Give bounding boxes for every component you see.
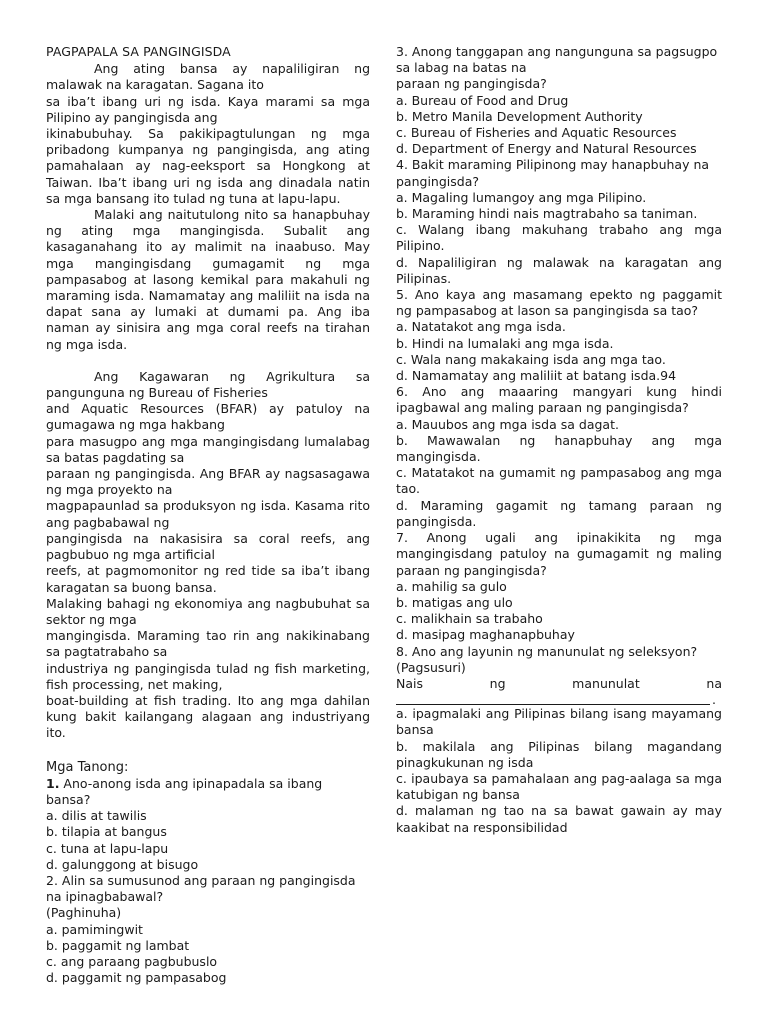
passage-line: maraming isda. Namamatay ang maliliit na isda na [46, 288, 370, 304]
answer-blank-line[interactable] [396, 691, 716, 707]
question-item [46, 776, 370, 873]
question-stem: ipagbawal ang maling paraan ng pangingisda? [396, 400, 689, 416]
passage-line: dapat sana ay lumaki at dumami pa. Ang iba [46, 304, 370, 320]
passage-line: sa mga bansang ito tulad ng tuna at lapu-lapu. [46, 190, 341, 206]
passage-line: Taiwan. Iba’t ibang uri ng isda ang dinadala natin [46, 174, 370, 190]
question-item [396, 384, 722, 530]
answer-choice: b. makilala ang Pilipinas bilang magandang [396, 738, 722, 754]
questions-heading: Mga Tanong: [46, 759, 129, 775]
answer-choice: d. Maraming gagamit ng tamang paraan ng [396, 497, 722, 513]
answer-choice: b. Hindi na lumalaki ang mga isda. [396, 335, 614, 351]
paragraph-gap [46, 353, 370, 369]
passage-line: Pilipino ay pangingisda ang [46, 109, 218, 125]
answer-choice: d. Department of Energy and Natural Resources [396, 141, 697, 157]
passage-paragraph-3 [46, 369, 370, 742]
passage-paragraph-2 [46, 207, 370, 353]
passage-line: ikinabubuhay. Sa pakikipagtulungan ng mga [46, 126, 370, 142]
passage-line: pamahalaan ay nag-eeksport sa Hongkong at [46, 158, 370, 174]
question-stem: paraan ng pangingisda? [396, 562, 547, 578]
answer-choice: pangingisda. [396, 513, 477, 529]
answer-choice: d. paggamit ng pampasabog [46, 970, 227, 986]
passage-line: sa pagtatrabaho sa [46, 644, 168, 660]
question-stem [46, 873, 370, 889]
left-questions [46, 776, 370, 987]
right-column [396, 44, 722, 836]
question-stem-text: Alin sa sumusunod ang paraan ng pangingisda [57, 872, 356, 888]
answer-choice: d. malaman ng tao na sa bawat gawain ay may [396, 803, 722, 819]
answer-choice: c. malikhain sa trabaho [396, 611, 543, 627]
answer-choice: c. ang paraang pagbubuslo [46, 953, 218, 969]
passage-line: gumagawa ng mga hakbang [46, 417, 225, 433]
passage-line: sa iba’t ibang uri ng isda. Kaya marami sa mga [46, 93, 370, 109]
document-title: PAGPAPALA SA PANGINGISDA [46, 44, 231, 59]
passage-line: ng mga proyekto na [46, 482, 173, 498]
question-stem [46, 776, 370, 808]
answer-choice: b. Mawawalan ng hanapbuhay ang mga [396, 432, 722, 448]
answer-choice: a. pamimingwit [46, 921, 143, 937]
answer-choice: bansa [396, 722, 434, 738]
question-stem: 4. Bakit maraming Pilipinong may hanapbuhay na [396, 157, 710, 173]
question-item [46, 873, 370, 986]
passage-line: pribadong kumpanya ng pangingisda, ang ating [46, 142, 370, 158]
answer-choice: a. Mauubos ang mga isda sa dagat. [396, 416, 619, 432]
left-column [46, 44, 370, 986]
passage-line: ng ating mga mangingisda. Subalit ang [46, 223, 370, 239]
question-stem: (Pagsusuri) [396, 659, 466, 675]
passage-line: pampasabog at lasong kemikal para makahuli ng [46, 271, 370, 287]
answer-choice: d. Namamatay ang maliliit at batang isda.94 [396, 368, 677, 384]
question-item [396, 644, 722, 836]
answer-choice: mangingisda. [396, 449, 481, 465]
answer-choice: a. dilis at tawilis [46, 808, 147, 824]
answer-choice: tao. [396, 481, 420, 497]
answer-choice: c. Matatakot na gumamit ng pampasabog ang mga [396, 465, 722, 481]
passage-line: pangingisda na nakasisira sa coral reefs, ang [46, 530, 370, 546]
answer-choice: c. Walang ibang makuhang trabaho ang mga [396, 222, 722, 238]
question-stem: 6. Ano ang maaaring mangyari kung hindi [396, 384, 722, 400]
question-item [396, 44, 722, 157]
passage-line: and Aquatic Resources (BFAR) ay patuloy na [46, 401, 370, 417]
passage-line: naman ay sinisira ang mga coral reefs na tirahan [46, 320, 370, 336]
question-item [396, 530, 722, 643]
question-stem: 7. Anong ugali ang ipinakikita ng mga [396, 530, 722, 546]
section-gap [46, 742, 370, 752]
answer-choice: d. galunggong at bisugo [46, 856, 199, 872]
question-stem-text: Ano-anong isda ang ipinapadala sa ibang bansa? [46, 775, 323, 807]
passage-line: fish processing, net making, [46, 676, 223, 692]
question-stem: na ipinagbabawal? [46, 889, 164, 905]
passage-line: pangunguna ng Bureau of Fisheries [46, 385, 268, 401]
passage-line: ng mga isda. [46, 336, 128, 352]
passage-line: karagatan sa buong bansa. [46, 579, 217, 595]
answer-choice: b. Metro Manila Development Authority [396, 108, 643, 124]
answer-choice: a. Magaling lumangoy ang mga Pilipino. [396, 189, 647, 205]
answer-choice: pinagkukunan ng isda [396, 754, 534, 770]
passage-line: mangingisda. Maraming tao rin ang nakikinabang [46, 628, 370, 644]
blank-end-period: . [712, 691, 716, 707]
answer-choice: a. Bureau of Food and Drug [396, 92, 569, 108]
passage-line: para masugpo ang mga mangingisdang lumalabag [46, 433, 370, 449]
passage-line: pagbubuo ng mga artificial [46, 547, 215, 563]
answer-choice: katubigan ng bansa [396, 787, 520, 803]
passage-line: ito. [46, 725, 66, 741]
passage-line: kasaganahang ito ay malimit na inaabuso. May [46, 239, 370, 255]
question-item [396, 157, 722, 287]
question-number: 1. [46, 775, 60, 791]
answer-choice: c. tuna at lapu-lapu [46, 840, 169, 856]
question-stem: paraan ng pangingisda? [396, 76, 547, 92]
question-stem: mangingisdang patuloy na gumagamit ng maling [396, 546, 722, 562]
answer-choice: c. Wala nang makakaing isda ang mga tao. [396, 351, 666, 367]
answer-choice: a. ipagmalaki ang Pilipinas bilang isang mayamang [396, 706, 722, 722]
answer-choice: kaakibat na responsibilidad [396, 819, 568, 835]
answer-choice: b. tilapia at bangus [46, 824, 167, 840]
question-stem: pangingisda? [396, 173, 479, 189]
passage-line: boat-building at fish trading. Ito ang mga dahilan [46, 692, 370, 708]
passage-line: kung bakit kailangang alagaan ang industriyang [46, 709, 370, 725]
question-stem: 3. Anong tanggapan ang nangunguna sa pagsugpo [396, 44, 718, 59]
answer-choice: d. Napaliligiran ng malawak na karagatan ang [396, 254, 722, 270]
passage-line: paraan ng pangingisda. Ang BFAR ay nagsasagawa [46, 466, 370, 482]
question-number: 2. [46, 872, 58, 888]
answer-choice: b. Maraming hindi nais magtrabaho sa taniman. [396, 206, 698, 222]
answer-choice: b. matigas ang ulo [396, 594, 513, 610]
answer-choice: c. ipaubaya sa pamahalaan ang pag-aalaga sa mga [396, 770, 722, 786]
answer-choice: b. paggamit ng lambat [46, 937, 190, 953]
question-stem: 8. Ano ang layunin ng manunulat ng seleksyon? [396, 643, 698, 659]
question-stem: sa labag na batas na [396, 60, 527, 76]
passage-line: reefs, at pagmomonitor ng red tide sa iba’t ibang [46, 563, 370, 579]
passage-line: Malaki ang naitutulong nito sa hanapbuhay [94, 207, 370, 223]
passage-line: mga mangingisdang gumagamit ng mga [46, 255, 370, 271]
passage-line: ang pagbabawal ng [46, 514, 170, 530]
answer-choice: Pilipinas. [396, 270, 452, 286]
answer-choice: Pilipino. [396, 238, 445, 254]
passage-line: industriya ng pangingisda tulad ng fish marketing, [46, 660, 370, 676]
passage-line: Ang ating bansa ay napaliligiran ng [94, 61, 370, 77]
question-stem: (Paghinuha) [46, 905, 122, 921]
question-stem: ng pampasabog at lason sa pangingisda sa tao? [396, 303, 699, 319]
passage-paragraph-1 [46, 61, 370, 207]
question-stem: 5. Ano kaya ang masamang epekto ng paggamit [396, 287, 722, 303]
answer-choice: c. Bureau of Fisheries and Aquatic Resources [396, 125, 677, 141]
passage-line: magpapaunlad sa produksyon ng isda. Kasama rito [46, 498, 370, 514]
answer-choice: a. mahilig sa gulo [396, 578, 507, 594]
passage-line: Malaking bahagi ng ekonomiya ang nagbubuhat sa [46, 595, 370, 611]
question-item [396, 287, 722, 384]
answer-choice: a. Natatakot ang mga isda. [396, 319, 566, 335]
passage-line: malawak na karagatan. Sagana ito [46, 77, 264, 93]
question-stem: Nais ng manunulat na [396, 675, 722, 691]
passage-line: sektor ng mga [46, 611, 137, 627]
passage-line: sa batas pagdating sa [46, 449, 185, 465]
answer-choice: d. masipag maghanapbuhay [396, 627, 575, 643]
passage-line: Ang Kagawaran ng Agrikultura sa [94, 368, 370, 384]
